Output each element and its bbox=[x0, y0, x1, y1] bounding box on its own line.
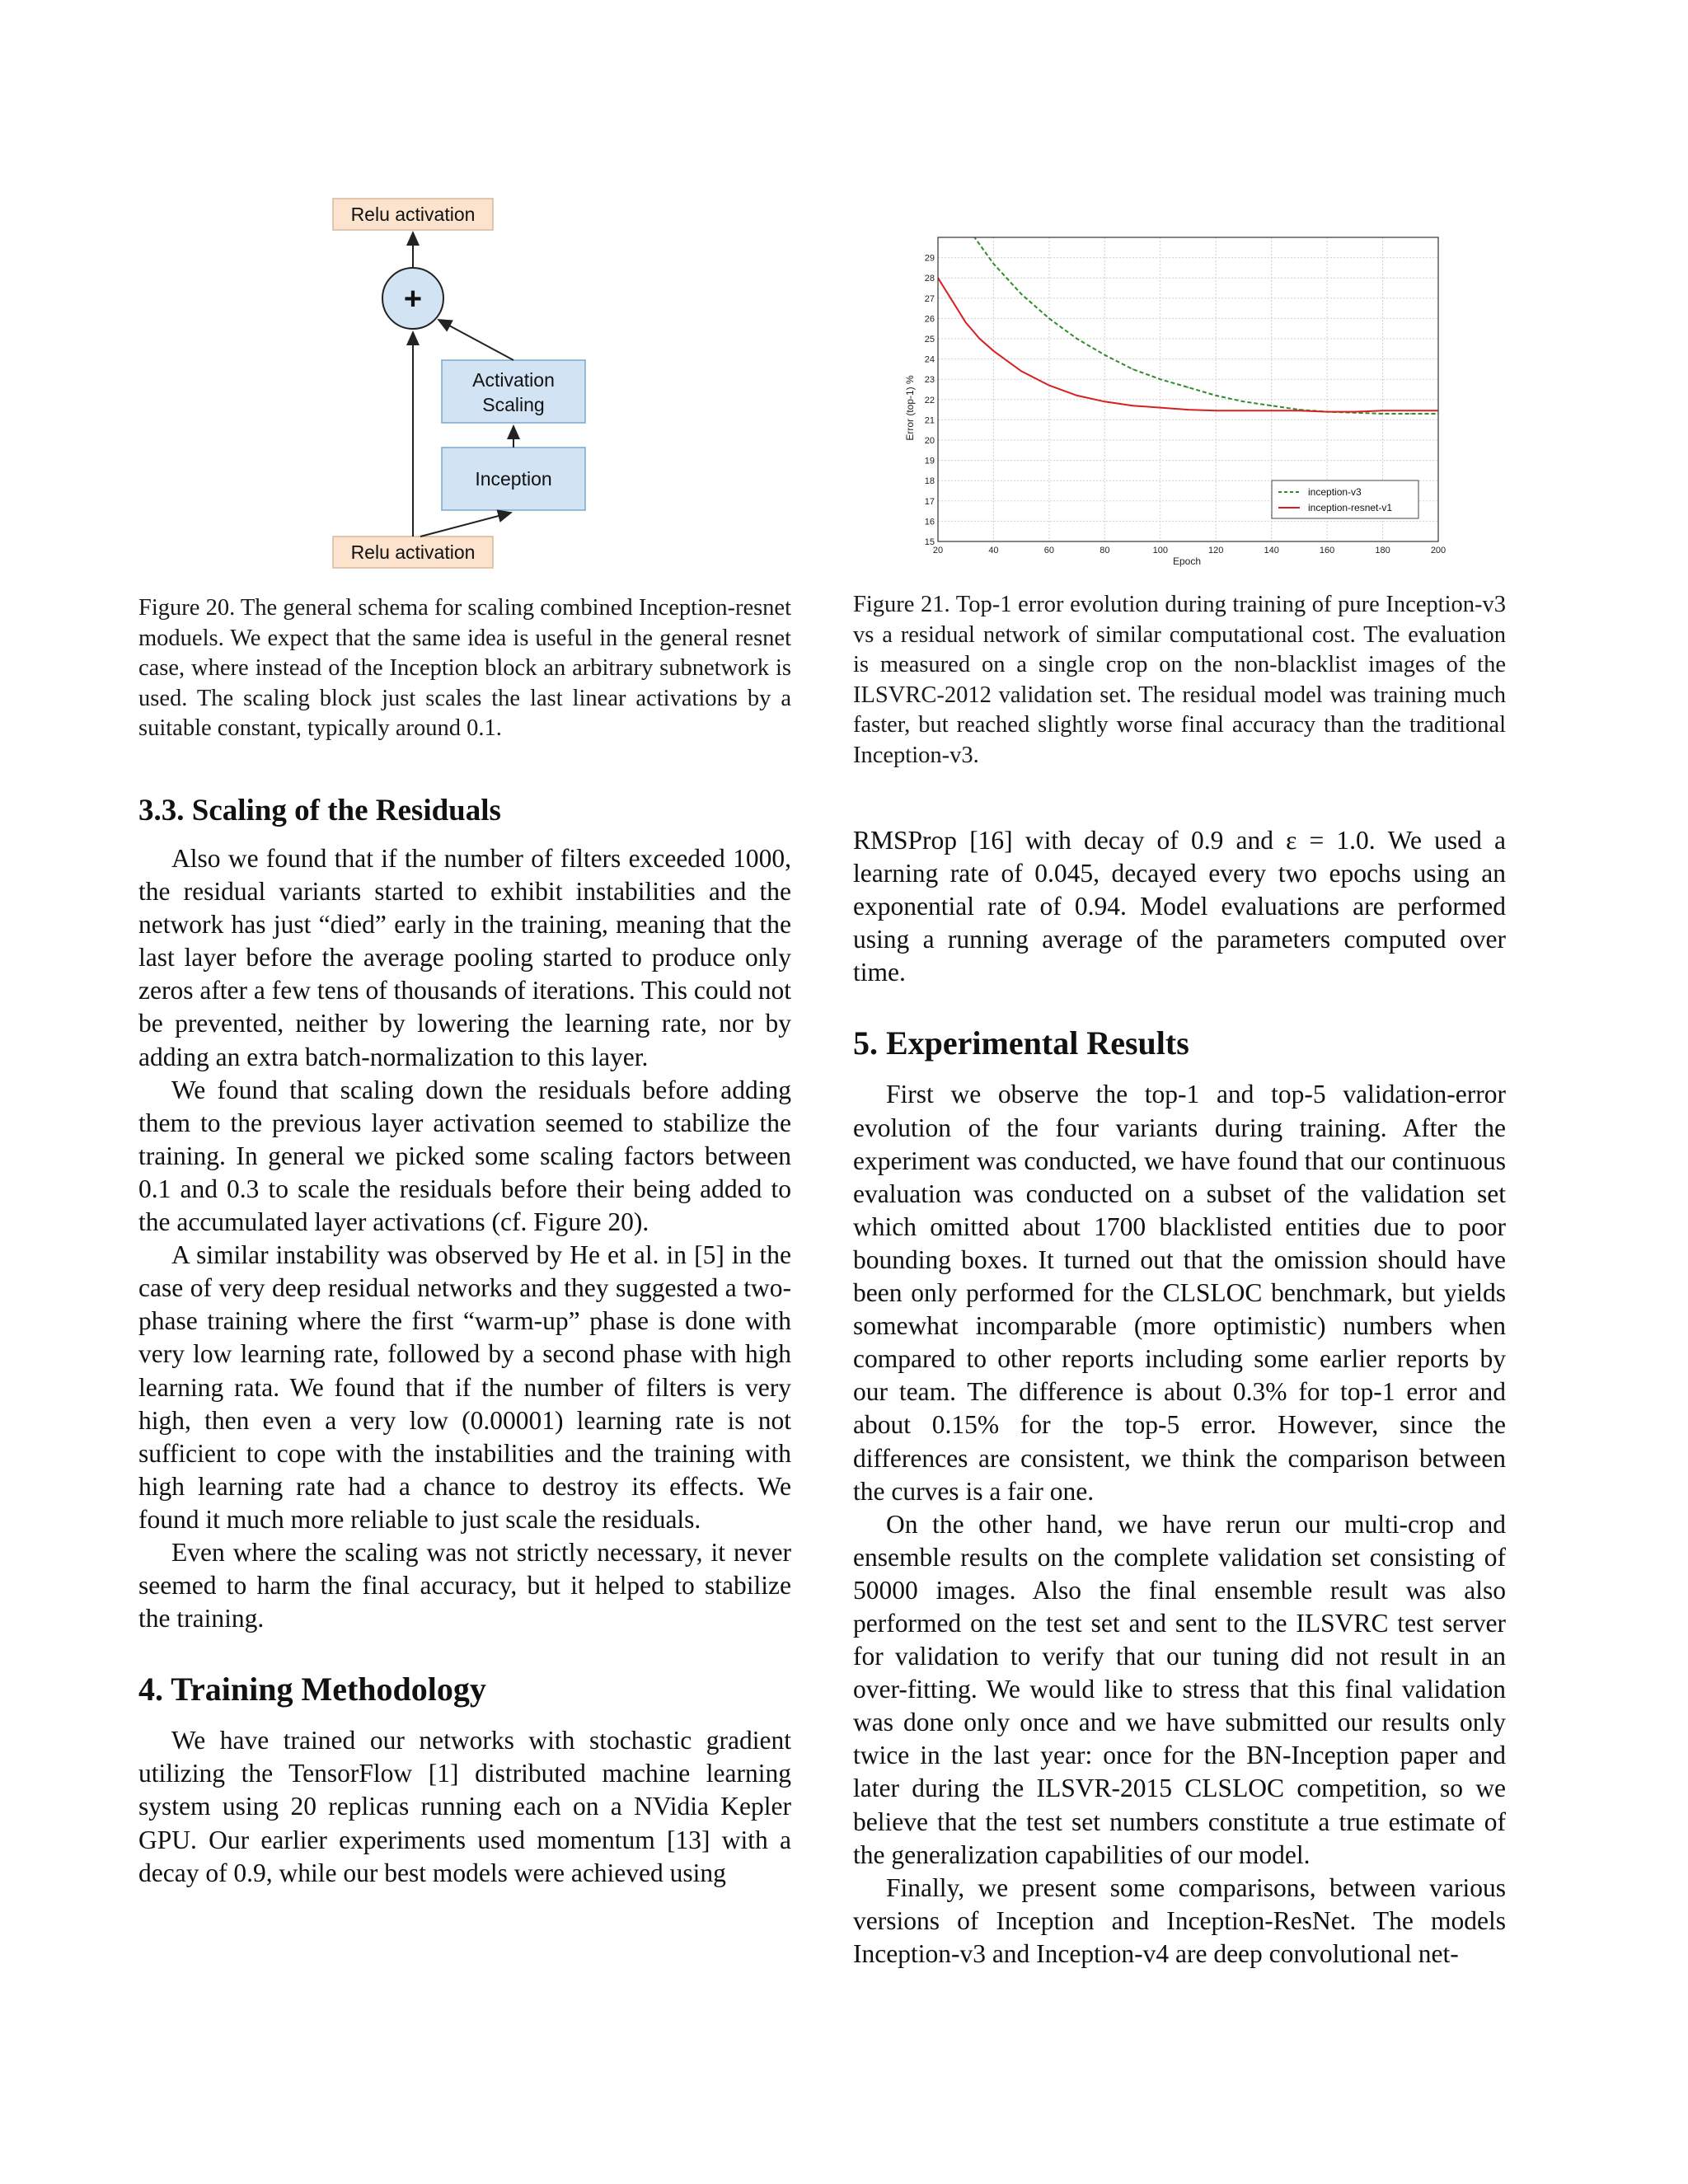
section-4-heading: 4. Training Methodology bbox=[138, 1671, 486, 1708]
chart-y-tick-label: 20 bbox=[924, 436, 935, 446]
paragraph: Also we found that if the number of filters exceeded 1000, the residual variants started to exhibit instabilities and the network has just “died” early in the training, meaning that the last layer before the average pooling started to produce only zeros after a few tens of thousands of iterations. This could not be prevented, neither by lowering the learning rate, nor by adding an extra batch-normalization to this layer. bbox=[138, 844, 791, 1071]
chart-point-inception-v3 bbox=[993, 263, 995, 265]
chart-x-tick-label: 40 bbox=[988, 546, 999, 555]
paragraph: RMSProp [16] with decay of 0.9 and ε = 1.0. We used a learning rate of 0.045, decayed every two epochs using an exponential rate of 0.94. Model evaluations are performed using a running average of the parameters computed over time. bbox=[853, 826, 1506, 987]
chart-y-axis-label: Error (top-1) % bbox=[904, 375, 916, 441]
chart-legend bbox=[1272, 480, 1418, 518]
chart-point-inception-v3 bbox=[1409, 413, 1411, 415]
chart-point-inception-v3 bbox=[1020, 293, 1022, 295]
paragraph: We have trained our networks with stochastic gradient utilizing the TensorFlow [1] distributed machine learning system using 20 replicas running each on a NVidia Kepler GPU. Our earlier experiments used momentum [13] with a decay of 0.9, while our best models were achieved using bbox=[138, 1726, 791, 1887]
chart-x-tick-label: 180 bbox=[1375, 546, 1390, 555]
chart-point-inception-resnet-v1 bbox=[1020, 371, 1022, 373]
chart-point-inception-resnet-v1 bbox=[1326, 411, 1328, 413]
chart-y-tick-label: 17 bbox=[924, 496, 935, 507]
chart-point-inception-resnet-v1 bbox=[1299, 410, 1301, 412]
paragraph: Finally, we present some comparisons, between various versions of Inception and Inception-ResNet. The models Inception-v3 and Inception-v4 are deep convolutional net- bbox=[853, 1872, 1506, 1968]
chart-point-inception-resnet-v1 bbox=[1048, 385, 1050, 387]
chart-y-tick-label: 25 bbox=[924, 335, 935, 344]
chart-point-inception-v3 bbox=[1076, 338, 1078, 340]
figure-21-caption: Figure 21. Top-1 error evolution during training of pure Inception-v3 vs a residual network of similar computational cost. The evaluation is measured on a single crop on the non-blacklist images of the ILSVRC-2012 validation set. The residual model was training much faster, but reached slightly worse final accuracy than the traditional Inception-v3. bbox=[853, 592, 1506, 768]
chart-y-tick-label: 19 bbox=[924, 456, 935, 466]
chart-point-inception-resnet-v1 bbox=[1132, 405, 1133, 406]
chart-y-tick-label: 18 bbox=[924, 476, 935, 487]
chart-y-tick-label: 29 bbox=[924, 253, 935, 264]
section-3-3-heading: 3.3. Scaling of the Residuals bbox=[138, 794, 501, 827]
chart-point-inception-resnet-v1 bbox=[1271, 410, 1273, 412]
top-relu-label: Relu activation bbox=[350, 204, 476, 225]
scaling-label-line1: Activation bbox=[472, 369, 555, 391]
chart-point-inception-v3 bbox=[1160, 378, 1161, 380]
chart-y-tick-label: 23 bbox=[924, 375, 935, 386]
right-column bbox=[853, 824, 1506, 1971]
figure-20-caption: Figure 20. The general schema for scaling combined Inception-resnet moduels. We expect that the same idea is useful in the general resnet case, where instead of the Inception block an arbitrary subnetwork is used. The scaling block just scales the last linear activations by a suitable constant, typically around 0.1. bbox=[138, 595, 791, 741]
chart-x-axis-label: Epoch bbox=[1172, 555, 1202, 567]
scaling-label-line2: Scaling bbox=[482, 394, 545, 415]
chart-point-inception-resnet-v1 bbox=[979, 338, 981, 340]
chart-y-tick-label: 28 bbox=[924, 274, 935, 284]
chart-x-tick-label: 120 bbox=[1208, 546, 1224, 555]
paragraph: A similar instability was observed by He et al. in [5] in the case of very deep residual networks and they suggested a two-phase training where the first “warm-up” phase is done with very low learning rate, followed by a second phase with high learning rata. We found that if the number of filters is very high, then even a very low (0.00001) learning rate is not sufficient to cope with the instabilities and the training with high learning rate had a chance to destroy its effects. We found it much more reliable to just scale the residuals. bbox=[138, 1240, 791, 1534]
paragraph: Even where the scaling was not strictly necessary, it never seemed to harm the final accuracy, but it helped to stabilize the training. bbox=[138, 1537, 791, 1633]
chart-point-inception-resnet-v1 bbox=[993, 350, 995, 352]
bottom-relu-label: Relu activation bbox=[350, 541, 476, 563]
paragraph: First we observe the top-1 and top-5 validation-error evolution of the four variants during training. After the experiment was conducted, we have found that our continuous evaluation was conducted on a subset of the validation set which omitted about 1700 blacklisted entities due to poor bounding boxes. It turned out that the omission should have been only performed for the CLSLOC benchmark, but yields somewhat incomparable (more optimistic) numbers when compared to other reports including some earlier reports by our team. The difference is about 0.3% for top-1 error and about 0.15% for the top-5 error. However, since the differences are consistent, we think the comparison between the curves is a fair one. bbox=[853, 1080, 1506, 1506]
chart-x-tick-label: 100 bbox=[1152, 546, 1168, 555]
chart-point-inception-resnet-v1 bbox=[1354, 411, 1356, 413]
chart-x-tick-label: 20 bbox=[932, 546, 944, 555]
chart-x-tick-label: 200 bbox=[1430, 546, 1447, 555]
chart-y-tick-label: 27 bbox=[924, 293, 935, 304]
chart-point-inception-resnet-v1 bbox=[1188, 409, 1189, 410]
chart-point-inception-resnet-v1 bbox=[1382, 410, 1384, 412]
section-5-heading: 5. Experimental Results bbox=[853, 1024, 1189, 1062]
chart-point-inception-resnet-v1 bbox=[1160, 407, 1161, 409]
chart-point-inception-resnet-v1 bbox=[965, 322, 967, 324]
chart-point-inception-v3 bbox=[1243, 401, 1245, 402]
chart-y-tick-label: 15 bbox=[924, 537, 935, 547]
chart-point-inception-resnet-v1 bbox=[1215, 410, 1217, 412]
chart-point-inception-v3 bbox=[1382, 413, 1384, 415]
chart-legend-label: inception-resnet-v1 bbox=[1308, 502, 1393, 513]
figure-21-chart bbox=[898, 231, 1467, 573]
chart-point-inception-v3 bbox=[1132, 368, 1133, 370]
chart-point-inception-v3 bbox=[1048, 318, 1050, 320]
chart-x-tick-label: 80 bbox=[1100, 546, 1110, 555]
chart-y-tick-label: 24 bbox=[924, 354, 935, 365]
chart-point-inception-v3 bbox=[1271, 405, 1273, 406]
paragraph: We found that scaling down the residuals before adding them to the previous layer activation seemed to stabilize the training. In general we picked some scaling factors between 0.1 and 0.3 to scale the residuals before their being added to the accumulated layer activations (cf. Figure 20). bbox=[138, 1075, 791, 1237]
chart-x-tick-label: 160 bbox=[1319, 546, 1335, 555]
chart-x-tick-label: 140 bbox=[1264, 546, 1279, 555]
figure-20-diagram bbox=[313, 185, 610, 573]
chart-point-inception-resnet-v1 bbox=[1243, 410, 1245, 412]
plus-symbol: + bbox=[403, 282, 423, 316]
chart-point-inception-resnet-v1 bbox=[1409, 410, 1411, 412]
chart-point-inception-resnet-v1 bbox=[1104, 401, 1106, 402]
chart-y-tick-label: 21 bbox=[924, 415, 935, 426]
chart-point-inception-v3 bbox=[1188, 387, 1189, 388]
chart-point-inception-v3 bbox=[1104, 354, 1106, 356]
chart-point-inception-v3 bbox=[1215, 395, 1217, 396]
chart-x-tick-label: 60 bbox=[1043, 546, 1055, 555]
chart-y-tick-label: 16 bbox=[924, 517, 935, 527]
paragraph: On the other hand, we have rerun our multi-crop and ensemble results on the complete validation set consisting of 50000 images. Also the final ensemble result was also performed on the test set and sent to the ILSVRC test server for validation to verify that our tuning did not result in an over-fitting. We would like to stress that this final validation was done only once and we have submitted our results only twice in the last year: once for the BN-Inception paper and later during the ILSVR-2015 CLSLOC competition, so we believe that the test set numbers constitute a true estimate of the generalization capabilities of our model. bbox=[853, 1509, 1506, 1869]
chart-point-inception-resnet-v1 bbox=[951, 299, 953, 301]
chart-legend-label: inception-v3 bbox=[1308, 486, 1362, 498]
chart-y-tick-label: 22 bbox=[924, 395, 935, 405]
chart-point-inception-resnet-v1 bbox=[1076, 395, 1078, 396]
inception-label: Inception bbox=[475, 468, 552, 490]
left-column bbox=[138, 791, 791, 1890]
chart-y-tick-label: 26 bbox=[924, 314, 935, 325]
